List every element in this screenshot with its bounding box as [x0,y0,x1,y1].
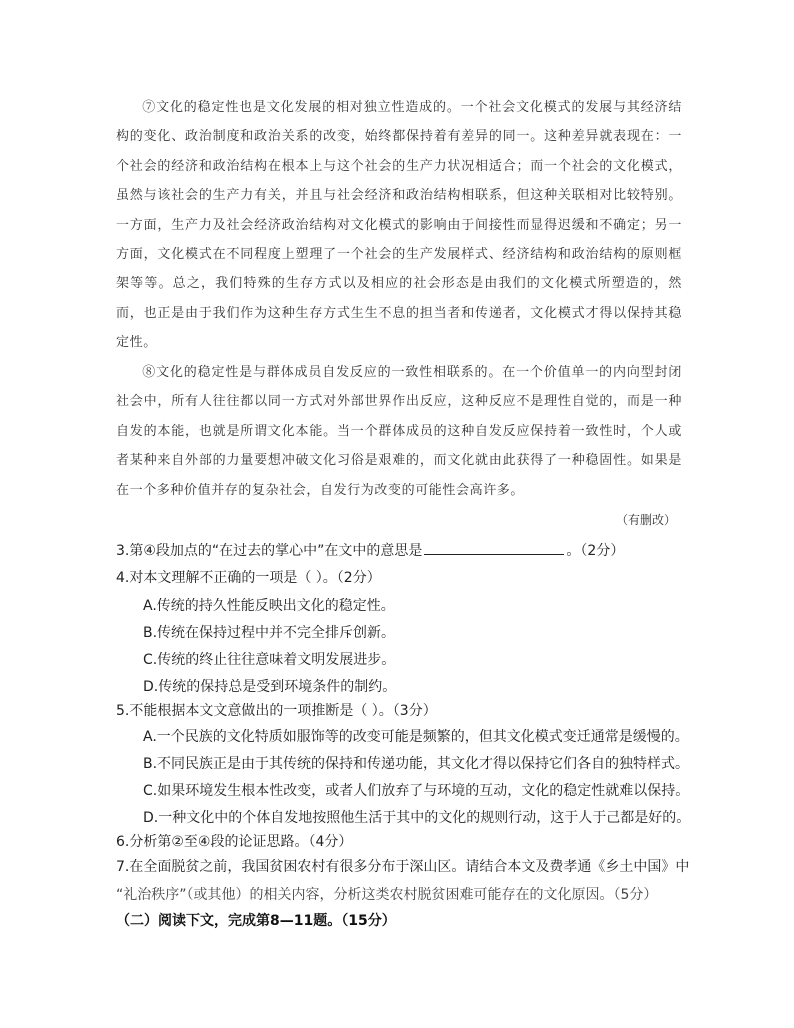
section-heading: （二）阅读下文，完成第8—11题。（15分） [116,913,396,929]
question-5-option-c: C.如果环境发生根本性改变，或者人们放弃了与环境的互动，文化的稳定性就难以保持。 [143,783,690,799]
question-4-option-c: C.传统的终止往往意味着文明发展进步。 [143,652,396,668]
question-7-line-2: “礼治秩序”（或其他）的相关内容，分析这类农村脱贫困难可能存在的文化原因。（5分） [116,887,658,903]
question-5-option-d: D.一种文化中的个体自发地按照他生活于其中的文化的规则行动，这于人于己都是好的。 [143,810,691,826]
question-4-option-d: D.传统的保持总是受到环境条件的制约。 [143,679,397,695]
answer-blank[interactable] [424,540,564,555]
question-4-option-b: B.传统在保持过程中并不完全排斥创新。 [143,625,396,641]
question-3-score: 。（2分） [566,543,625,559]
question-5: 5.不能根据本文文意做出的一项推断是（ ）。（3分） [116,703,437,719]
question-3 [116,540,624,560]
question-5-option-b: B.不同民族正是由于其传统的保持和传递功能，其文化才得以保持它们各自的独特样式。 [143,756,690,772]
paragraph-7-text: ⑦文化的稳定性也是文化发展的相对独立性造成的。一个社会文化模式的发展与其经济结构的变化、政治制度和政治关系的改变，始终都保持着有差异的同一。这种差异就表现在：一个社会的经济和政治结构在根本上与这个社会的生产力状况相适合；而一个社会的文化模式，虽然与该社会的生产力有关，并且与社会经济和政治结构相联系，但这种关联相对比较特别。一方面，生产力及社会经济政治结构对文化模式的影响由于间接性而显得迟缓和不确定；另一方面，文化模式在不同程度上塑理了一个社会的生产发展样式、经济结构和政治结构的原则框架等等。总之，我们特殊的生存方式以及相应的社会形态是由我们的文化模式所塑造的，然而，也正是由于我们作为这种生存方式生生不息的担当者和传递者，文化模式才得以保持其稳定性。 [116,100,682,351]
question-5-option-a: A.一个民族的文化特质如服饰等的改变可能是频繁的，但其文化模式变迁通常是缓慢的。 [143,729,689,745]
question-6: 6.分析第②至④段的论证思路。（4分） [116,834,353,850]
question-7 [116,853,696,909]
passage-paragraph-8 [116,358,682,505]
passage-paragraph-7 [116,93,682,358]
question-4: 4.对本文理解不正确的一项是（ ）。（2分） [116,570,381,586]
paragraph-8-text: ⑧文化的稳定性是与群体成员自发反应的一致性相联系的。在一个价值单一的内向型封闭社会中，所有人往往都以同一方式对外部世界作出反应，这种反应不是理性自觉的，而是一种自发的本能，也就是所谓文化本能。当一个群体成员的这种自发反应保持着一致性时，个人或者某种来自外部的力量要想冲破文化习俗是艰难的，而文化就由此获得了一种稳固性。如果是在一个多种价值并存的复杂社会，自发行为改变的可能性会高许多。 [116,365,682,498]
question-4-option-a: A.传统的持久性能反映出文化的稳定性。 [143,598,395,614]
question-3-prompt: 3.第④段加点的“在过去的掌心中”在文中的意思是 [116,543,423,559]
question-7-line-1: 7.在全面脱贫之前，我国贫困农村有很多分布于深山区。请结合本文及费孝通《乡土中国》中 [116,859,690,875]
source-note: （有删改） [615,513,676,527]
